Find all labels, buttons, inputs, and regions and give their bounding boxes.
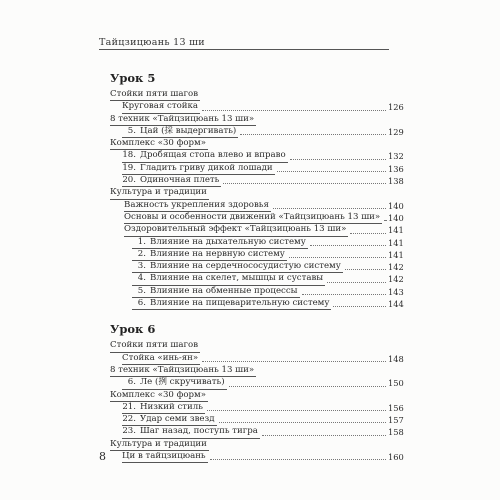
toc-entry-text: 8 техник «Тайцзицюань 13 ши»	[110, 364, 255, 375]
toc-entry-text: Влияние на пищеварительную систему	[150, 298, 330, 309]
toc-entry-index: 18.	[122, 150, 136, 161]
toc-entry-text: Низкий стиль	[140, 401, 203, 412]
dot-leader	[350, 233, 386, 234]
toc-entry-index: 6.	[137, 298, 146, 309]
toc-entry-title	[122, 352, 200, 365]
toc-entry-page: 157	[388, 415, 404, 426]
toc-entry-text: Комплекс «30 форм»	[110, 138, 206, 149]
dot-leader	[290, 159, 386, 160]
toc-entry-text: Дробящая стопа влево и вправо	[140, 150, 286, 161]
toc-entry-text: Влияние на обменные процессы	[150, 285, 298, 296]
toc-entry-title	[110, 137, 208, 150]
toc-entry-title	[122, 174, 221, 187]
toc-entry-page: 132	[388, 151, 404, 162]
toc-entry-text: Одиночная плеть	[140, 175, 220, 186]
toc-entry-page: 148	[388, 353, 404, 364]
toc-entry-text: Стойка «инь-ян»	[122, 352, 199, 363]
toc-entry-title	[122, 425, 260, 438]
toc-entry-index: 19.	[122, 162, 136, 173]
toc-entry-text: Круговая стойка	[122, 101, 198, 112]
toc-entry-text: Гладить гриву дикой лошади	[140, 162, 273, 173]
toc-entry-text: Шаг назад, поступь тигра	[140, 426, 258, 437]
lesson-heading: Урок 6	[110, 322, 156, 337]
toc-entry-page: 142	[388, 274, 404, 285]
toc-entry-page: 156	[388, 402, 404, 413]
dot-leader	[327, 282, 386, 283]
dot-leader	[240, 134, 386, 135]
toc-entry-page: 141	[388, 249, 404, 260]
toc-entry-title	[110, 113, 256, 126]
toc-entry-index: 20.	[122, 175, 136, 186]
toc-entry-title	[110, 339, 200, 352]
toc-entry-text: Стойки пяти шагов	[110, 340, 199, 351]
toc-entry-index: 6.	[127, 377, 136, 388]
toc-entry-text: Основы и особенности движений «Тайцзицюань 13 ши»	[124, 211, 381, 222]
toc-entry-title	[122, 450, 208, 463]
toc-entry-text: Стойки пяти шагов	[110, 89, 199, 99]
toc-entry-title	[122, 401, 205, 414]
dot-leader	[210, 459, 386, 460]
toc-entry-title	[124, 223, 348, 236]
toc-entry-title	[124, 211, 382, 224]
toc-entry-page: 138	[388, 176, 404, 187]
toc-entry-page: 141	[388, 237, 404, 248]
dot-leader	[202, 361, 386, 362]
toc-entry-text: Влияние на нервную систему	[150, 248, 285, 259]
toc-entry-page: 136	[388, 163, 404, 174]
lesson-6-entries	[110, 340, 402, 463]
toc-entry-title	[132, 260, 343, 273]
toc-entry-text: Ле (挒 скручивать)	[140, 377, 225, 388]
dot-leader	[219, 422, 387, 423]
dot-leader	[229, 386, 386, 387]
dot-leader	[384, 220, 386, 221]
toc-entry-title	[122, 100, 200, 113]
header-rule	[99, 49, 389, 50]
dot-leader	[302, 294, 387, 295]
toc-entry	[110, 451, 402, 463]
dot-leader	[262, 435, 386, 436]
toc-entry-title	[132, 248, 287, 261]
toc-entry-title	[132, 297, 331, 310]
toc-entry-page: 140	[388, 212, 404, 223]
toc-entry-page: 143	[388, 286, 404, 297]
toc-entry-index: 2.	[137, 248, 146, 259]
toc-entry-title	[132, 285, 300, 298]
dot-leader	[345, 269, 386, 270]
toc-entry-text: Культура и традиции	[110, 438, 207, 449]
toc-entry-index: 5.	[137, 285, 146, 296]
toc-entry-title	[122, 376, 227, 389]
toc-entry-text: Культура и традиции	[110, 187, 207, 198]
toc-entry-page: 144	[388, 299, 404, 310]
toc-entry-title	[110, 186, 209, 199]
toc-entry-text: Влияние на скелет, мышцы и суставы	[150, 273, 324, 284]
dot-leader	[202, 110, 386, 111]
toc-entry-index: 1.	[137, 236, 146, 247]
running-head: Тайцзицюань 13 ши	[99, 37, 205, 48]
dot-leader	[277, 171, 386, 172]
toc-entry-page: 141	[388, 225, 404, 236]
toc-entry-page: 158	[388, 427, 404, 438]
toc-entry-title	[110, 88, 200, 101]
page-number: 8	[99, 450, 106, 463]
toc-entry-text: Комплекс «30 форм»	[110, 389, 206, 400]
toc-entry-title	[124, 199, 271, 212]
toc-entry-text: Важность укрепления здоровья	[124, 199, 269, 210]
toc-entry-page: 129	[388, 126, 404, 137]
dot-leader	[289, 257, 386, 258]
toc-entry-page: 142	[388, 262, 404, 273]
lesson-heading: Урок 5	[110, 71, 156, 85]
toc-entry-title	[110, 364, 256, 377]
toc-entry-page: 126	[388, 102, 404, 113]
toc-entry-page: 150	[388, 378, 404, 389]
toc-entry-title	[122, 125, 238, 138]
toc-entry-index: 23.	[122, 426, 136, 437]
toc-entry-text: Оздоровительный эффект «Тайцзицюань 13 ши»	[124, 224, 347, 235]
toc-entry-text: 8 техник «Тайцзицюань 13 ши»	[110, 113, 255, 124]
toc-entry-text: Удар семи звезд	[140, 414, 215, 425]
toc-entry-text: Цай (採 выдергивать)	[140, 125, 237, 136]
dot-leader	[310, 245, 386, 246]
toc-entry-index: 22.	[122, 414, 136, 425]
toc-entry-index: 5.	[127, 125, 136, 136]
toc-entry-title	[122, 162, 275, 175]
toc-entry-text: Влияние на сердечнососудистую систему	[150, 261, 341, 272]
toc-entry-index: 21.	[122, 401, 136, 412]
toc-entry-page: 140	[388, 200, 404, 211]
toc-entry-text: Влияние на дыхательную систему	[150, 236, 306, 247]
toc-entry-title	[110, 389, 208, 402]
toc-entry	[110, 298, 402, 310]
table-of-contents	[110, 71, 402, 463]
dot-leader	[273, 208, 386, 209]
toc-entry-page: 160	[388, 452, 404, 463]
lesson-5-entries	[110, 89, 402, 310]
toc-entry-title	[122, 413, 217, 426]
toc-entry-title	[110, 438, 209, 451]
toc-entry-text: Ци в тайцзицюань	[122, 451, 206, 462]
toc-entry-title	[132, 236, 308, 249]
dot-leader	[207, 410, 386, 411]
toc-entry-index: 4.	[137, 273, 146, 284]
dot-leader	[333, 306, 386, 307]
toc-entry-title	[122, 149, 288, 162]
toc-entry-index: 3.	[137, 261, 146, 272]
toc-entry-title	[132, 272, 325, 285]
dot-leader	[223, 183, 386, 184]
